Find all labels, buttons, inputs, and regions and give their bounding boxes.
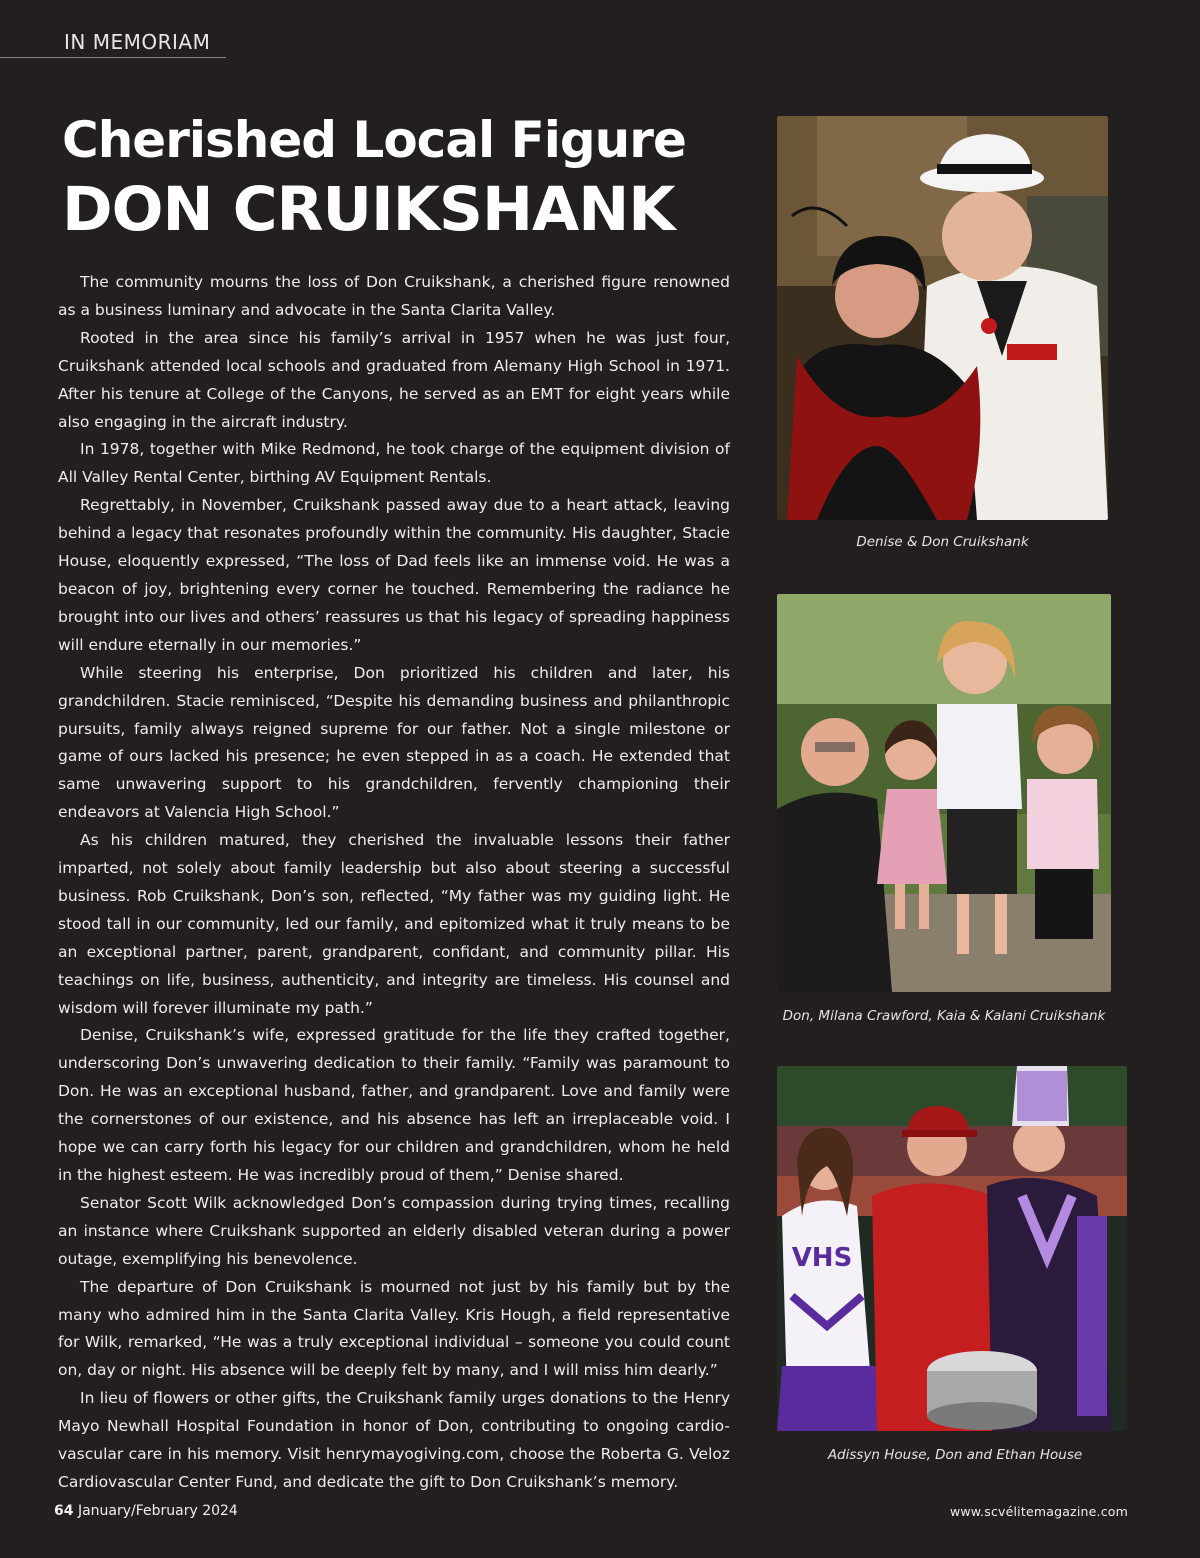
article-paragraph: As his children matured, they cherished the invaluable lessons their father imparted, not solely about family leadership but also about steering a successful business. Rob Cruikshank, Don’s son, reflected, “My father was my guiding light. He stood tall in our community, led our family, and epitomized what it truly means to be an exceptional partner, parent, grandparent, confidant, and community pillar. His teachings on life, business, authenticity, and integrity are timeless. His counsel and wisdom will forever illuminate my path.” [58,831,730,1017]
article-paragraph: Rooted in the area since his family’s arrival in 1957 when he was just four, Cruikshank attended local schools and graduated from Alemany High School in 1971. After his tenure at College of the Canyons, he served as an EMT for eight years while also engaging in the aircraft industry. [58,328,730,431]
article-paragraph: The departure of Don Cruikshank is mourned not just by his family but by the many who admired him in the Santa Clarita Valley. Kris Hough, a field representative for Wilk, remarked, “He was a truly exceptional individual – someone you could count on, day or night. His absence will be deeply felt by many, and I will miss him dearly.” [58,1277,730,1380]
photo-adissyn-don-ethan [777,1066,1127,1431]
headline-title: DON CRUIKSHANK [62,174,675,245]
page-number: 64 [54,1503,74,1519]
photo-denise-and-don [777,116,1108,520]
photo-caption: Adissyn House, Don and Ethan House [827,1447,1083,1463]
photo-don-and-grandchildren [777,594,1111,992]
article-paragraph: Denise, Cruikshank’s wife, expressed gratitude for the life they crafted together, underscoring Don’s unwavering dedication to their family. “Family was paramount to Don. He was an exceptional husband, father, and grandparent. Love and family were the cornerstones of our existence, and his absence has left an irreplaceable void. I hope we can carry forth his legacy for our children and grandchildren, whom he held in the highest esteem. He was incredibly proud of them,” Denise shared. [58,1026,730,1184]
article-paragraph: In lieu of flowers or other gifts, the Cruikshank family urges donations to the Henry Mayo Newhall Hospital Foundation in honor of Don, contributing to ongoing cardio-vascular care in his memory. Visit henrymayogiving.com, choose the Roberta G. Veloz Cardiovascular Center Fund, and dedicate the gift to Don Cruikshank’s memory. [58,1389,730,1491]
photo-caption: Don, Milana Crawford, Kaia & Kalani Cruikshank [782,1008,1106,1024]
website-url: www.scvélitemagazine.com [949,1504,1128,1519]
section-label-text: IN MEMORIAM [64,30,211,54]
photo-caption: Denise & Don Cruikshank [856,534,1029,550]
article-paragraph: Senator Scott Wilk acknowledged Don’s compassion during trying times, recalling an instance where Cruikshank supported an elderly disabled veteran during a power outage, exemplifying his benevolence. [58,1193,730,1268]
headline-subtitle: Cherished Local Figure [62,111,686,169]
article-body [58,269,730,1497]
article-paragraph: In 1978, together with Mike Redmond, he took charge of the equipment division of All Valley Rental Center, birthing AV Equipment Rentals. [58,440,730,487]
page-footer-issue [54,1503,238,1519]
issue-date: January/February 2024 [77,1503,238,1519]
photo-vhs-lettering: VHS [791,1243,853,1273]
article-paragraph: While steering his enterprise, Don prioritized his children and later, his grandchildren. Stacie reminisced, “Despite his demanding business and philanthropic pursuits, family always reigned supreme for our father. Not a single milestone or game of ours lacked his presence; he even stepped in as a coach. He extended that same unwavering support to his grandchildren, fervently championing their endeavors at Valencia High School.” [58,663,730,822]
article-paragraph: Regrettably, in November, Cruikshank passed away due to a heart attack, leaving behind a legacy that resonates profoundly within the community. His daughter, Stacie House, eloquently expressed, “The loss of Dad feels like an immense void. He was a beacon of joy, brightening every corner he touched. Remembering the radiance he brought into our lives and others’ reassures us that his legacy of spreading happiness will endure eternally in our memories.” [58,496,730,654]
article-paragraph: The community mourns the loss of Don Cruikshank, a cherished figure renowned as a business luminary and advocate in the Santa Clarita Valley. [58,273,730,319]
section-label [0,26,226,58]
